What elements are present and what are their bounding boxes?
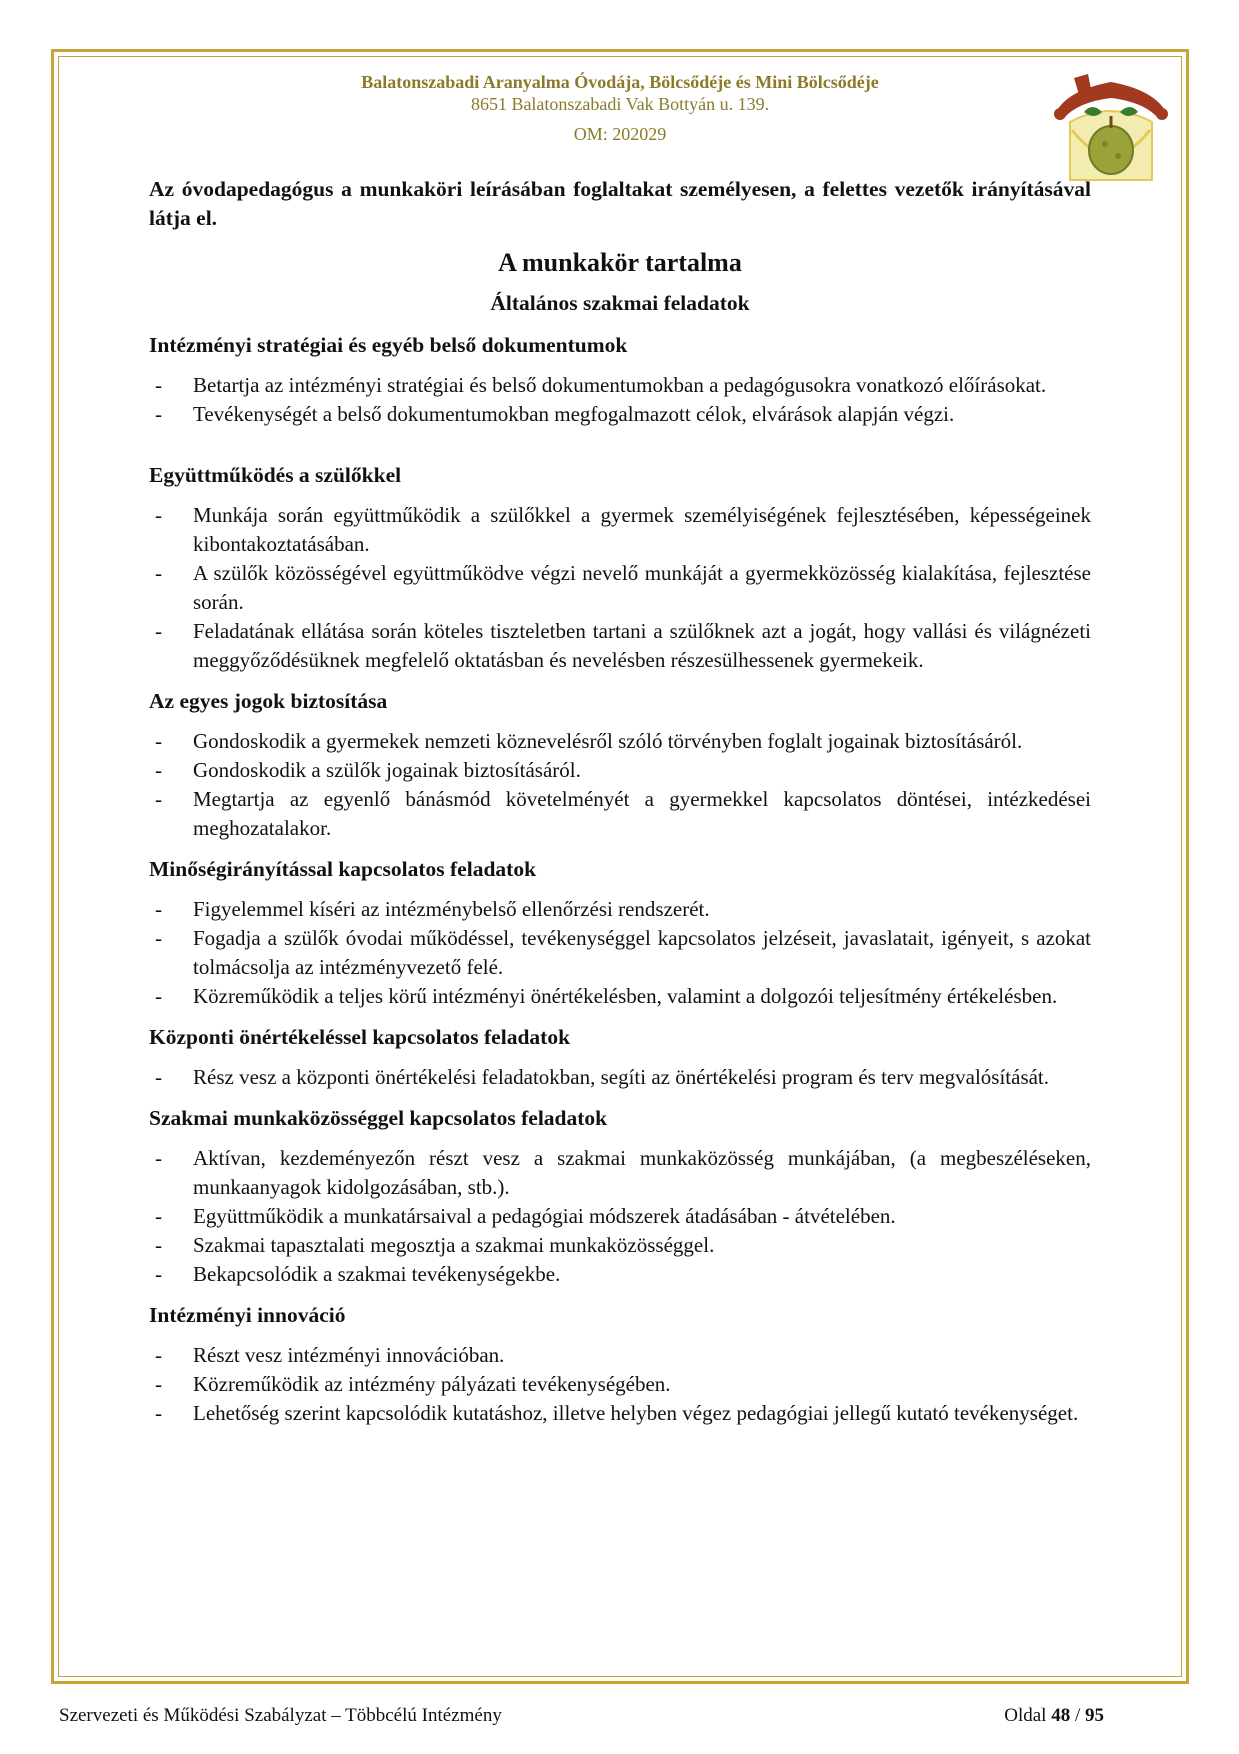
list-item-text: Megtartja az egyenlő bánásmód követelményét a gyermekkel kapcsolatos döntései, intézkedései meghozatalakor. xyxy=(193,787,1091,840)
page-separator: / xyxy=(1074,1705,1081,1726)
intro-paragraph: Az óvodapedagógus a munkaköri leírásában foglaltakat személyesen, a felettes vezetők irányításával látja el. xyxy=(149,177,1091,230)
list-item-text: Közreműködik a teljes körű intézményi önértékelésben, valamint a dolgozói teljesítmény értékelésben. xyxy=(193,984,1058,1008)
document-header xyxy=(150,71,1090,145)
section-title: Központi önértékeléssel kapcsolatos feladatok xyxy=(149,1025,571,1049)
list-item-text: Bekapcsolódik a szakmai tevékenységekbe. xyxy=(193,1262,561,1286)
institution-name: Balatonszabadi Aranyalma Óvodája, Bölcsődéje és Mini Bölcsődéje xyxy=(361,72,879,92)
section-title: Szakmai munkaközösséggel kapcsolatos feladatok xyxy=(149,1106,608,1130)
bullet-dash: - xyxy=(155,503,162,527)
list-item xyxy=(149,559,1091,617)
list-item-text: Részt vesz intézményi innovációban. xyxy=(193,1343,505,1367)
list-item xyxy=(149,501,1091,559)
list-item-text: Fogadja a szülők óvodai működéssel, tevékenységgel kapcsolatos jelzéseit, javaslatait, igényeit, s azokat tolmácsolja az intézményvezető felé. xyxy=(193,926,1091,979)
section-title: Intézményi stratégiai és egyéb belső dokumentumok xyxy=(149,333,628,357)
om-number: OM: 202029 xyxy=(573,124,667,144)
section xyxy=(149,459,1091,675)
list-item-text: Gondoskodik a gyermekek nemzeti köznevelésről szóló törvényben foglalt jogainak biztosításáról. xyxy=(193,729,1023,753)
section-list xyxy=(149,371,1091,429)
page-subtitle: Általános szakmai feladatok xyxy=(490,291,750,315)
bullet-dash: - xyxy=(155,1343,162,1367)
section xyxy=(149,1102,1091,1289)
bullet-dash: - xyxy=(155,1204,162,1228)
list-item xyxy=(149,756,1091,785)
list-item-text: Feladatának ellátása során köteles tiszteletben tartani a szülőknek azt a jogát, hogy vallási és világnézeti meggyőződésüknek megfelelő oktatásban és nevelésben részesülhessenek gyermekeik. xyxy=(193,619,1091,672)
list-item xyxy=(149,1399,1091,1428)
bullet-dash: - xyxy=(155,1065,162,1089)
section-title: Az egyes jogok biztosítása xyxy=(149,689,388,713)
section-title: Együttműködés a szülőkkel xyxy=(149,463,402,487)
sections-container xyxy=(149,329,1091,1428)
institution-address: 8651 Balatonszabadi Vak Bottyán u. 139. xyxy=(470,94,770,114)
list-item xyxy=(149,1144,1091,1202)
list-item xyxy=(149,400,1091,429)
section-title: Minőségirányítással kapcsolatos feladatok xyxy=(149,857,537,881)
list-item-text: Figyelemmel kíséri az intézménybelső ellenőrzési rendszerét. xyxy=(193,897,710,921)
section xyxy=(149,685,1091,843)
section xyxy=(149,329,1091,429)
section xyxy=(149,1021,1091,1092)
page-title: A munkakör tartalma xyxy=(498,248,742,277)
list-item-text: Tevékenységét a belső dokumentumokban megfogalmazott célok, elvárások alapján végzi. xyxy=(193,402,955,426)
bullet-dash: - xyxy=(155,402,162,426)
list-item xyxy=(149,1063,1091,1092)
section xyxy=(149,853,1091,1011)
list-item-text: Szakmai tapasztalati megosztja a szakmai munkaközösséggel. xyxy=(193,1233,715,1257)
bullet-dash: - xyxy=(155,729,162,753)
bullet-dash: - xyxy=(155,1372,162,1396)
list-item xyxy=(149,982,1091,1011)
list-item-text: Rész vesz a központi önértékelési feladatokban, segíti az önértékelési program és terv megvalósítását. xyxy=(193,1065,1050,1089)
list-item xyxy=(149,895,1091,924)
list-item xyxy=(149,371,1091,400)
bullet-dash: - xyxy=(155,1233,162,1257)
bullet-dash: - xyxy=(155,1262,162,1286)
bullet-dash: - xyxy=(155,561,162,585)
page-current: 48 xyxy=(1051,1705,1071,1726)
section-list xyxy=(149,1341,1091,1428)
list-item xyxy=(149,1341,1091,1370)
list-item-text: Betartja az intézményi stratégiai és belső dokumentumokban a pedagógusokra vonatkozó előírásokat. xyxy=(193,373,1047,397)
list-item-text: Munkája során együttműködik a szülőkkel a gyermek személyiségének fejlesztésében, képességeinek kibontakoztatásában. xyxy=(193,503,1091,556)
list-item-text: Lehetőség szerint kapcsolódik kutatáshoz, illetve helyben végez pedagógiai jellegű kutató tevékenységet. xyxy=(193,1401,1079,1425)
section-list xyxy=(149,1063,1091,1092)
document-body xyxy=(149,175,1091,1428)
bullet-dash: - xyxy=(155,758,162,782)
page-total: 95 xyxy=(1085,1705,1104,1726)
list-item xyxy=(149,924,1091,982)
bullet-dash: - xyxy=(155,787,162,811)
list-item xyxy=(149,1231,1091,1260)
list-item xyxy=(149,617,1091,675)
list-item xyxy=(149,1260,1091,1289)
section-list xyxy=(149,895,1091,1011)
page-number xyxy=(1004,1705,1104,1727)
bullet-dash: - xyxy=(155,1401,162,1425)
list-item xyxy=(149,727,1091,756)
footer-document-title: Szervezeti és Működési Szabályzat – Többcélú Intézmény xyxy=(59,1705,502,1726)
list-item xyxy=(149,785,1091,843)
section xyxy=(149,1299,1091,1428)
list-item-text: Aktívan, kezdeményezőn részt vesz a szakmai munkaközösség munkájában, (a megbeszéléseken, munkaanyagok kidolgozásában, stb.). xyxy=(193,1146,1091,1199)
bullet-dash: - xyxy=(155,1146,162,1170)
list-item-text: A szülők közösségével együttműködve végzi nevelő munkáját a gyermekközösség kialakítása, fejlesztése során. xyxy=(193,561,1091,614)
list-item-text: Gondoskodik a szülők jogainak biztosításáról. xyxy=(193,758,581,782)
section-list xyxy=(149,501,1091,675)
apple-house-logo-icon xyxy=(1048,72,1174,190)
list-item-text: Együttműködik a munkatársaival a pedagógiai módszerek átadásában - átvételében. xyxy=(193,1204,896,1228)
section-list xyxy=(149,727,1091,843)
bullet-dash: - xyxy=(155,619,162,643)
bullet-dash: - xyxy=(155,373,162,397)
bullet-dash: - xyxy=(155,897,162,921)
page-label: Oldal xyxy=(1004,1705,1047,1726)
section-title: Intézményi innováció xyxy=(149,1303,346,1327)
list-item-text: Közreműködik az intézmény pályázati tevékenységében. xyxy=(193,1372,671,1396)
list-item xyxy=(149,1370,1091,1399)
bullet-dash: - xyxy=(155,926,162,950)
section-list xyxy=(149,1144,1091,1289)
bullet-dash: - xyxy=(155,984,162,1008)
list-item xyxy=(149,1202,1091,1231)
